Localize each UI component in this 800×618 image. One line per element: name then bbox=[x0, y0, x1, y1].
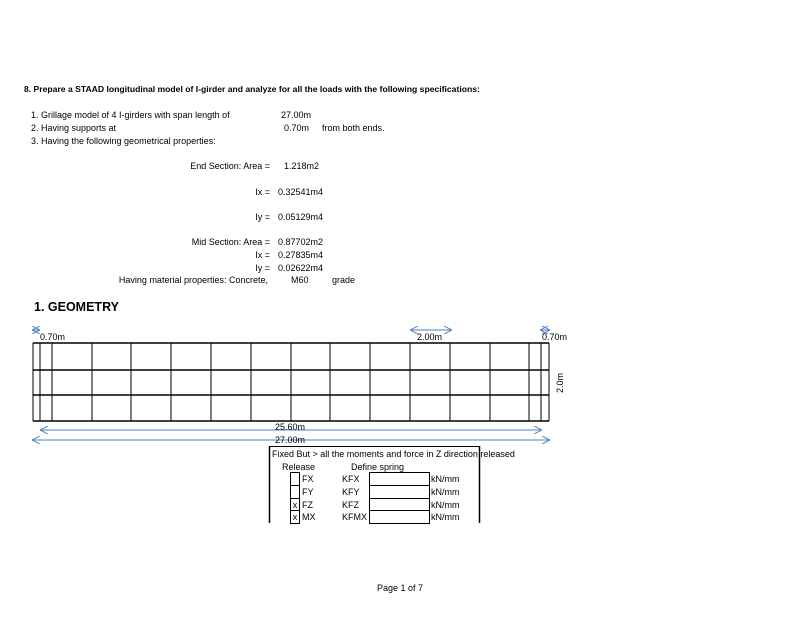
total-span-dim: 27.00m bbox=[275, 435, 306, 445]
dof-label-fx: FX bbox=[302, 474, 314, 484]
cross-member-lines bbox=[33, 343, 549, 421]
item-2-label: 2. Having supports at bbox=[31, 123, 117, 133]
material-grade: M60 bbox=[291, 275, 309, 285]
mid-section-ix-label: Ix = bbox=[255, 250, 270, 260]
release-column-header: Release bbox=[282, 462, 316, 472]
spring-label-kfx: KFX bbox=[342, 474, 360, 484]
spring-label-kfmx: KFMX bbox=[342, 512, 368, 522]
mid-section-iy: 0.02622m4 bbox=[278, 263, 324, 273]
spring-label-kfz: KFZ bbox=[342, 500, 359, 510]
end-section-ix-label: Ix = bbox=[255, 187, 270, 197]
end-section-ix: 0.32541m4 bbox=[278, 187, 324, 197]
dof-label-mx: MX bbox=[302, 512, 316, 522]
material-label: Having material properties: Concrete, bbox=[118, 275, 268, 285]
item-1-value: 27.00m bbox=[281, 110, 312, 120]
geometry-title: 1. GEOMETRY bbox=[34, 300, 119, 314]
mid-section-iy-label: Iy = bbox=[255, 263, 270, 273]
end-section-iy-label: Iy = bbox=[255, 212, 270, 222]
panel-dim: 2.00m bbox=[417, 332, 443, 342]
material-suffix: grade bbox=[332, 275, 356, 285]
release-checkbox-mx[interactable]: x bbox=[292, 512, 298, 522]
spring-unit-kfmx: kN/mm bbox=[431, 512, 460, 522]
question-title: 8. Prepare a STAAD longitudinal model of I-girder and analyze for all the loads with the following specifications: bbox=[24, 84, 480, 94]
release-table-title: Fixed But > all the moments and force in Z direction released bbox=[272, 449, 515, 459]
spring-label-kfy: KFY bbox=[342, 487, 360, 497]
left-support-dim: 0.70m bbox=[40, 332, 66, 342]
release-checkbox-fz[interactable]: x bbox=[292, 500, 298, 510]
item-2-suffix: from both ends. bbox=[322, 123, 385, 133]
spring-unit-kfy: kN/mm bbox=[431, 487, 460, 497]
item-1-label: 1. Grillage model of 4 I-girders with span length of bbox=[31, 110, 230, 120]
end-section-area-label: End Section: Area = bbox=[190, 161, 270, 171]
page-number: Page 1 of 7 bbox=[377, 583, 424, 593]
mid-section-ix: 0.27835m4 bbox=[278, 250, 324, 260]
spring-input-boxes bbox=[370, 473, 430, 524]
item-3-label: 3. Having the following geometrical properties: bbox=[31, 136, 216, 146]
mid-section-area: 0.87702m2 bbox=[278, 237, 324, 247]
inner-span-dim: 25.60m bbox=[275, 422, 306, 432]
dof-label-fz: FZ bbox=[302, 500, 313, 510]
spring-unit-kfz: kN/mm bbox=[431, 500, 460, 510]
dof-label-fy: FY bbox=[302, 487, 314, 497]
spring-unit-kfx: kN/mm bbox=[431, 474, 460, 484]
end-section-area: 1.218m2 bbox=[284, 161, 320, 171]
mid-section-area-label: Mid Section: Area = bbox=[191, 237, 270, 247]
right-support-dim: 0.70m bbox=[542, 332, 568, 342]
end-section-iy: 0.05129m4 bbox=[278, 212, 324, 222]
spring-column-header: Define spring bbox=[351, 462, 405, 472]
height-dim: 2.0m bbox=[555, 372, 565, 393]
item-2-value: 0.70m bbox=[284, 123, 310, 133]
